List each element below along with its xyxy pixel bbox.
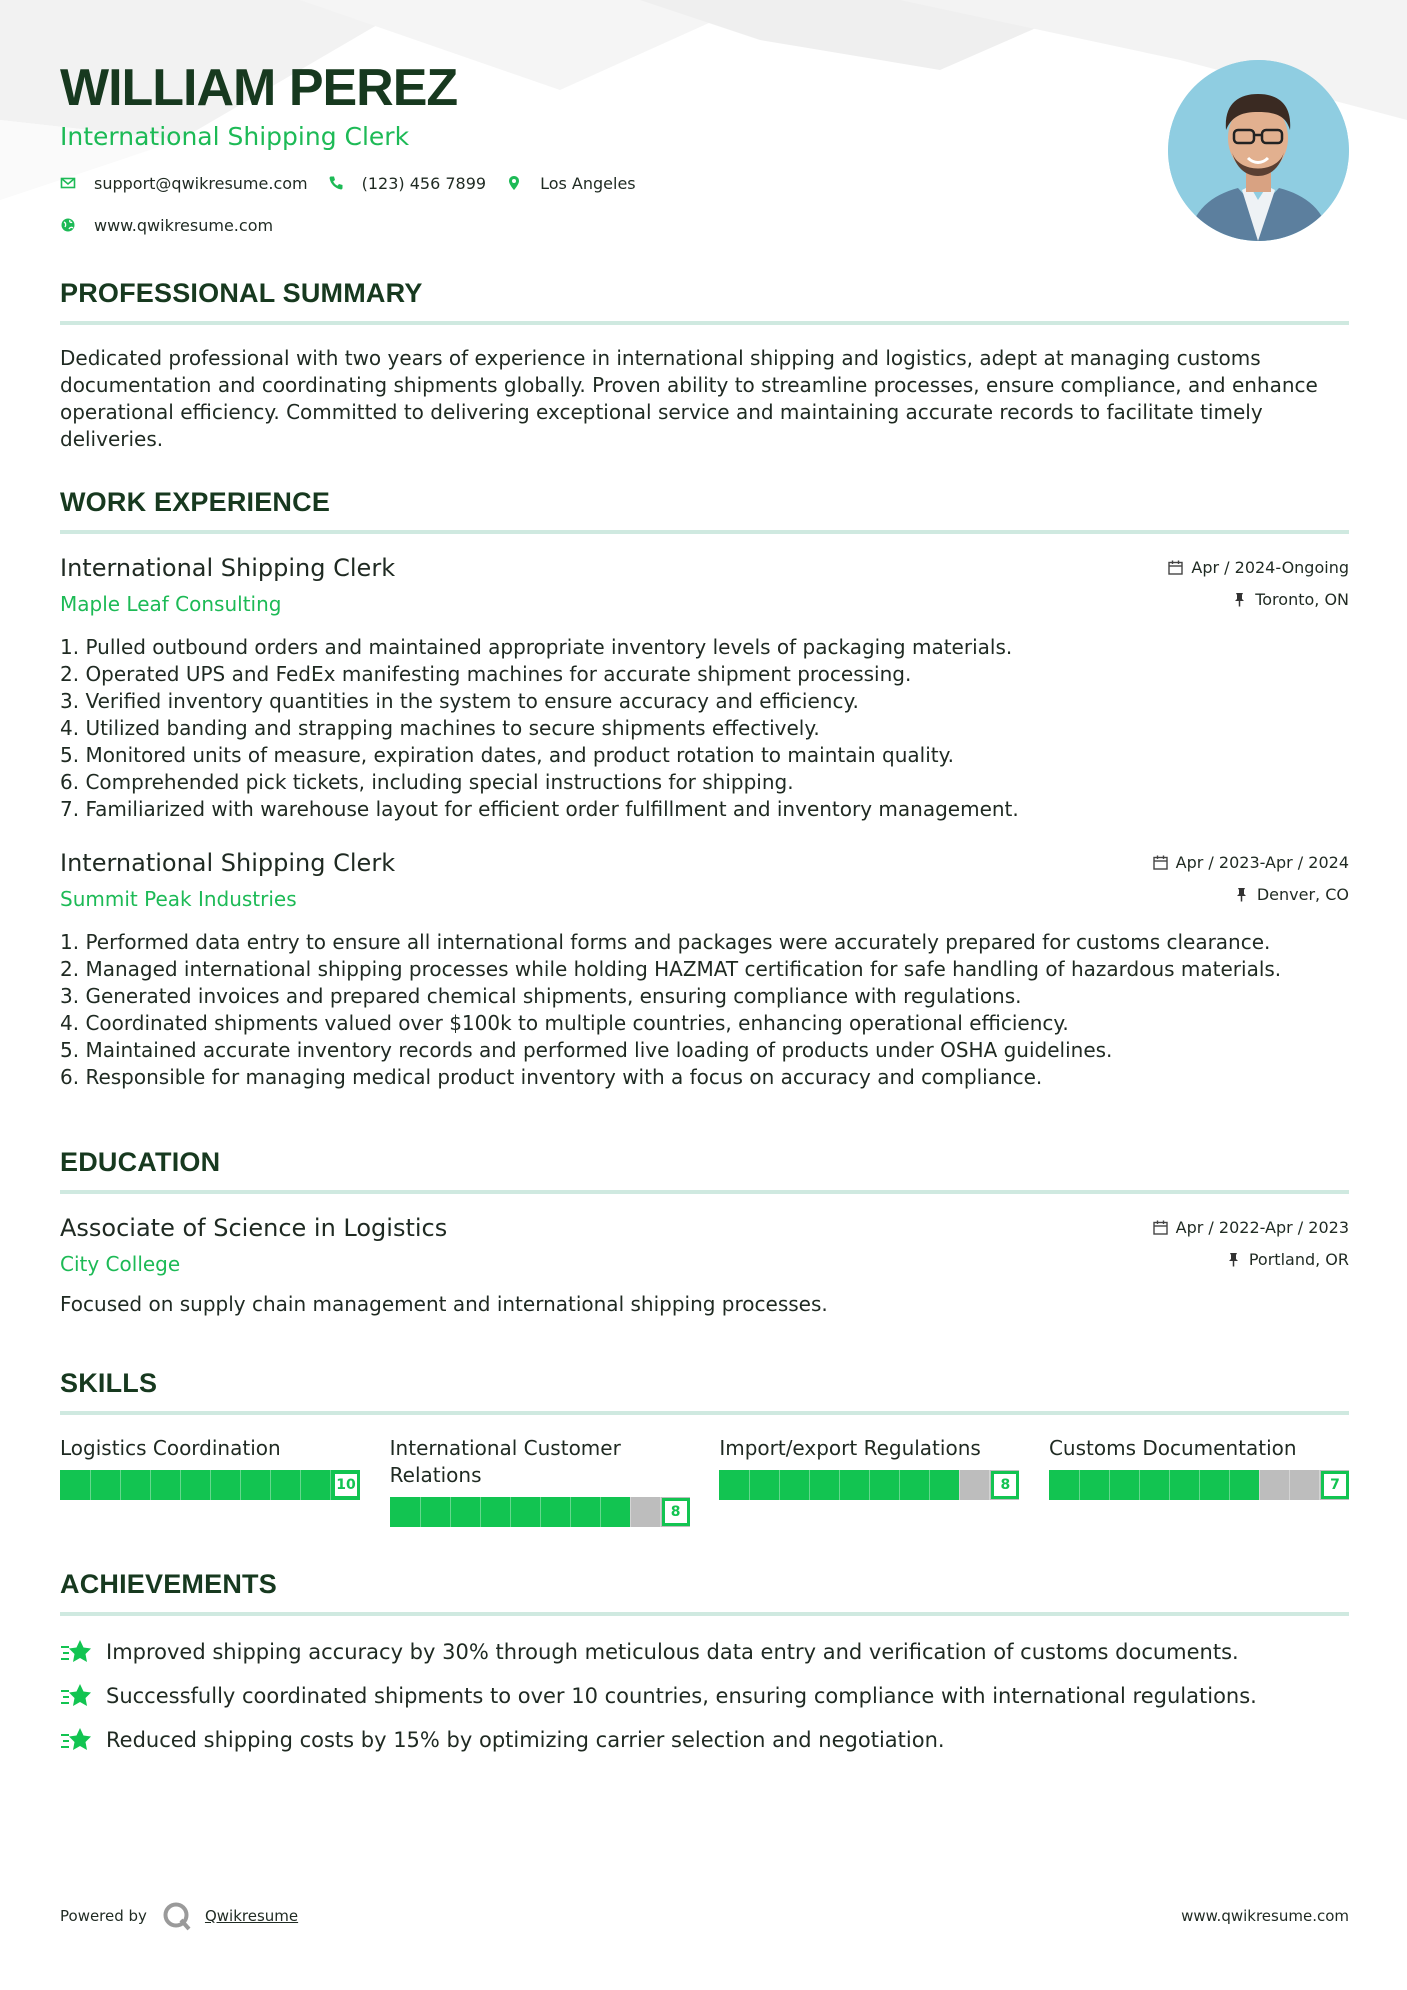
skill-segment-divider xyxy=(989,1470,990,1500)
map-pin-icon xyxy=(506,175,522,191)
list-item: 3. Verified inventory quantities in the system to ensure accuracy and efficiency. xyxy=(60,689,859,713)
skill-segment-divider xyxy=(420,1497,421,1527)
job-date-text: Apr / 2023-Apr / 2024 xyxy=(1175,853,1349,872)
skills-section xyxy=(60,1368,1349,1527)
skill-item xyxy=(390,1435,690,1527)
skill-segment-divider xyxy=(959,1470,960,1500)
contact-row xyxy=(60,214,656,236)
skill-segment-divider xyxy=(899,1470,900,1500)
resume-content xyxy=(60,0,1349,1762)
skill-segment-divider xyxy=(150,1470,151,1500)
profile-portrait-image xyxy=(1168,60,1349,241)
list-item xyxy=(60,1674,1349,1718)
achievement-text: Improved shipping accuracy by 30% through meticulous data entry and verification of customs documents. xyxy=(106,1640,1239,1664)
education-location xyxy=(1226,1250,1349,1269)
achievement-text: Successfully coordinated shipments to over 10 countries, ensuring compliance with international regulations. xyxy=(106,1684,1257,1708)
location-text: Los Angeles xyxy=(540,173,636,193)
website-text: www.qwikresume.com xyxy=(94,215,274,235)
experience-section xyxy=(60,487,1349,1091)
email-text: support@qwikresume.com xyxy=(94,173,308,193)
skill-level-badge: 10 xyxy=(332,1471,360,1499)
list-item: 4. Coordinated shipments valued over $100k to multiple countries, enhancing operational efficiency. xyxy=(60,1011,1069,1035)
contact-location xyxy=(506,174,636,193)
profile-photo xyxy=(1168,60,1349,241)
skill-segment-divider xyxy=(869,1470,870,1500)
education-location-text: Portland, OR xyxy=(1248,1250,1349,1269)
job-location-text: Denver, CO xyxy=(1256,885,1349,904)
skill-segment-divider xyxy=(929,1470,930,1500)
skill-segment-divider xyxy=(600,1497,601,1527)
list-item: 4. Utilized banding and strapping machines to secure shipments effectively. xyxy=(60,716,820,740)
summary-text: Dedicated professional with two years of experience in international shipping and logistics, adept at managing customs documentation and coordinating shipments globally. Proven ability to streamline processes, ensure compliance, and enhance operational efficiency. Committed to delivering exceptional service and maintaining accurate records to facilitate timely deliveries. xyxy=(60,346,1318,451)
skill-segment-divider xyxy=(839,1470,840,1500)
skill-segment-divider xyxy=(779,1470,780,1500)
contact-phone xyxy=(328,174,486,193)
skill-segment-divider xyxy=(1319,1470,1320,1500)
skill-segment-divider xyxy=(630,1497,631,1527)
skill-segment-divider xyxy=(809,1470,810,1500)
section-heading: SKILLS xyxy=(60,1368,1349,1415)
job-entry xyxy=(60,845,1349,1091)
job-bullets xyxy=(60,929,1349,1091)
skill-segment-divider xyxy=(330,1470,331,1500)
skill-segment-divider xyxy=(450,1497,451,1527)
star-icon xyxy=(60,1726,92,1754)
skill-item xyxy=(719,1435,1019,1527)
skill-segment-divider xyxy=(480,1497,481,1527)
skill-segment-divider xyxy=(1289,1470,1290,1500)
skill-segment-divider xyxy=(1079,1470,1080,1500)
education-date-text: Apr / 2022-Apr / 2023 xyxy=(1175,1218,1349,1237)
phone-text: (123) 456 7899 xyxy=(361,173,487,193)
skill-segment-divider xyxy=(570,1497,571,1527)
job-location xyxy=(1232,590,1349,609)
footer xyxy=(60,1898,1349,1934)
list-item: 2. Managed international shipping processes while holding HAZMAT certification for safe handling of hazardous materials. xyxy=(60,957,1282,981)
achievements-section xyxy=(60,1569,1349,1762)
calendar-icon xyxy=(1153,1220,1168,1235)
skill-segment-divider xyxy=(180,1470,181,1500)
job-date xyxy=(1153,853,1349,872)
list-item: 6. Comprehended pick tickets, including special instructions for shipping. xyxy=(60,770,794,794)
skill-segment-divider xyxy=(210,1470,211,1500)
skill-segment-divider xyxy=(1199,1470,1200,1500)
list-item xyxy=(60,1630,1349,1674)
skill-segment-divider xyxy=(240,1470,241,1500)
pushpin-icon xyxy=(1226,1252,1241,1267)
list-item: 5. Monitored units of measure, expiration dates, and product rotation to maintain quality. xyxy=(60,743,954,767)
footer-url[interactable]: www.qwikresume.com xyxy=(1181,1907,1349,1925)
skill-level-badge: 8 xyxy=(991,1471,1019,1499)
contact-email[interactable] xyxy=(60,174,308,193)
skill-segment-divider xyxy=(510,1497,511,1527)
skill-item xyxy=(60,1435,360,1527)
education-header xyxy=(60,1210,1349,1284)
contact-row xyxy=(60,172,656,194)
list-item: 3. Generated invoices and prepared chemical shipments, ensuring compliance with regulations. xyxy=(60,984,1022,1008)
job-date-text: Apr / 2024-Ongoing xyxy=(1191,558,1349,577)
skill-level-badge: 8 xyxy=(662,1498,690,1526)
education-description: Focused on supply chain management and international shipping processes. xyxy=(60,1292,828,1316)
job-company: Maple Leaf Consulting xyxy=(60,592,282,616)
skill-bar xyxy=(719,1470,1019,1500)
skill-name: Logistics Coordination xyxy=(60,1436,281,1460)
candidate-name: WILLIAM PEREZ xyxy=(60,59,458,117)
degree-title: Associate of Science in Logistics xyxy=(60,1214,448,1242)
summary-section xyxy=(60,278,1349,453)
job-company: Summit Peak Industries xyxy=(60,887,297,911)
section-heading: PROFESSIONAL SUMMARY xyxy=(60,278,1349,325)
contact-website[interactable] xyxy=(60,216,273,235)
skill-level-badge: 7 xyxy=(1321,1471,1349,1499)
calendar-icon xyxy=(1168,560,1183,575)
skills-list xyxy=(60,1435,1349,1527)
list-item: 1. Pulled outbound orders and maintained appropriate inventory levels of packaging materials. xyxy=(60,635,1013,659)
skill-segment-divider xyxy=(270,1470,271,1500)
skill-segment-divider xyxy=(90,1470,91,1500)
education-date xyxy=(1153,1218,1349,1237)
phone-icon xyxy=(328,175,344,191)
section-heading: EDUCATION xyxy=(60,1147,1349,1194)
resume-header xyxy=(60,0,1349,260)
skill-name: Customs Documentation xyxy=(1048,1436,1297,1460)
list-item xyxy=(60,1718,1349,1762)
list-item: 1. Performed data entry to ensure all international forms and packages were accurately prepared for customs clearance. xyxy=(60,930,1271,954)
job-header xyxy=(60,845,1349,919)
powered-by-text: Powered by xyxy=(60,1907,147,1925)
q-logo-icon xyxy=(161,1900,193,1932)
job-title: International Shipping Clerk xyxy=(60,554,396,582)
education-section xyxy=(60,1147,1349,1316)
school-name: City College xyxy=(60,1252,181,1276)
skill-segment-divider xyxy=(749,1470,750,1500)
globe-icon xyxy=(60,217,76,233)
list-item: 6. Responsible for managing medical product inventory with a focus on accuracy and compliance. xyxy=(60,1065,1043,1089)
skill-bar xyxy=(390,1497,690,1527)
list-item: 2. Operated UPS and FedEx manifesting machines for accurate shipment processing. xyxy=(60,662,912,686)
section-heading: ACHIEVEMENTS xyxy=(60,1569,1349,1616)
job-bullets xyxy=(60,634,1349,823)
skill-segment-divider xyxy=(540,1497,541,1527)
education-entry xyxy=(60,1210,1349,1316)
skill-bar xyxy=(1049,1470,1349,1500)
skill-segment-divider xyxy=(300,1470,301,1500)
job-title: International Shipping Clerk xyxy=(60,849,396,877)
achievement-text: Reduced shipping costs by 15% by optimizing carrier selection and negotiation. xyxy=(106,1728,945,1752)
skill-segment-divider xyxy=(1139,1470,1140,1500)
contact-info xyxy=(60,172,656,236)
list-item: 5. Maintained accurate inventory records and performed live loading of products under OSHA guidelines. xyxy=(60,1038,1113,1062)
skill-name: International Customer Relations xyxy=(389,1436,621,1487)
skill-segment-divider xyxy=(1259,1470,1260,1500)
achievements-list xyxy=(60,1630,1349,1762)
skill-item xyxy=(1049,1435,1349,1527)
envelope-icon xyxy=(60,175,76,191)
job-date xyxy=(1168,558,1349,577)
pushpin-icon xyxy=(1232,592,1247,607)
calendar-icon xyxy=(1153,855,1168,870)
job-entry xyxy=(60,550,1349,823)
job-location xyxy=(1234,885,1349,904)
star-icon xyxy=(60,1682,92,1710)
qwikresume-link[interactable]: Qwikresume xyxy=(204,1907,299,1925)
job-header xyxy=(60,550,1349,624)
list-item: 7. Familiarized with warehouse layout for efficient order fulfillment and inventory management. xyxy=(60,797,1019,821)
footer-branding xyxy=(60,1900,298,1932)
section-heading: WORK EXPERIENCE xyxy=(60,487,1349,534)
skill-fill xyxy=(1049,1470,1259,1500)
skill-segment-divider xyxy=(660,1497,661,1527)
skill-segment-divider xyxy=(120,1470,121,1500)
skill-name: Import/export Regulations xyxy=(719,1436,981,1460)
pushpin-icon xyxy=(1234,887,1249,902)
skill-segment-divider xyxy=(1169,1470,1170,1500)
skill-segment-divider xyxy=(1229,1470,1230,1500)
candidate-title: International Shipping Clerk xyxy=(60,122,410,151)
skill-segment-divider xyxy=(1109,1470,1110,1500)
job-location-text: Toronto, ON xyxy=(1255,590,1349,609)
star-icon xyxy=(60,1638,92,1666)
skill-bar xyxy=(60,1470,360,1500)
